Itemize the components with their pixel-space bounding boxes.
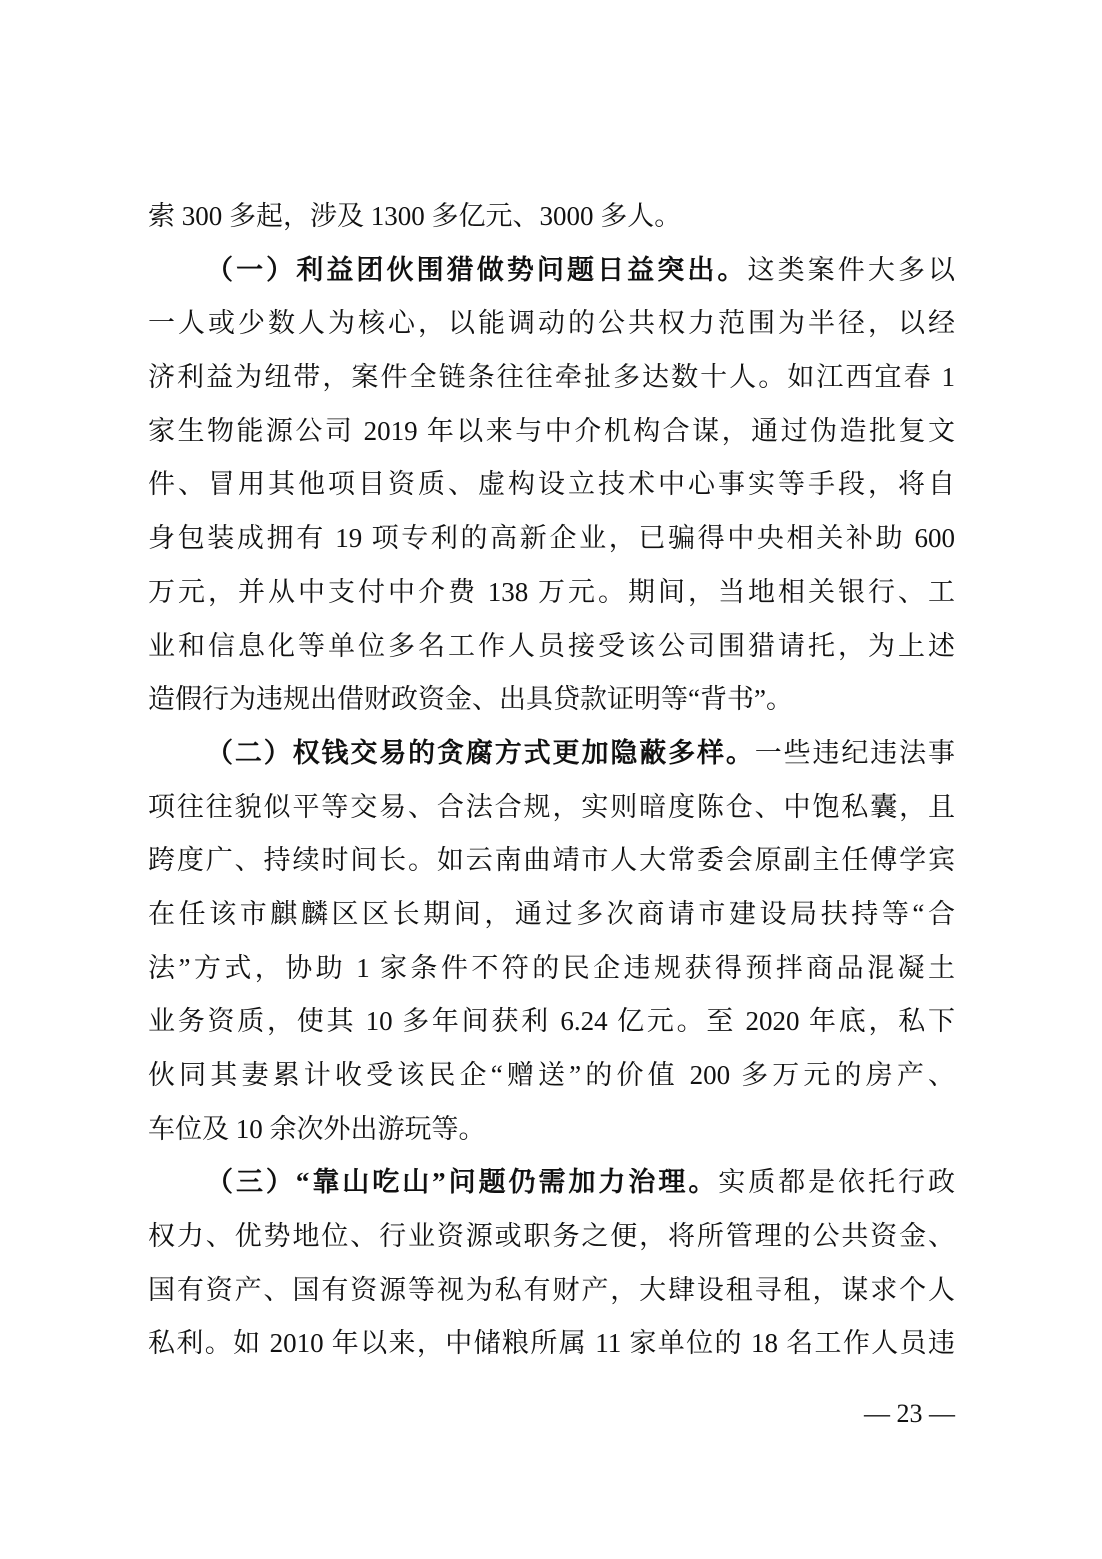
line-text: 伙同其妻累计收受该民企“赠送”的价值 200 多万元的房产、 [148, 1060, 955, 1090]
section-heading-line [148, 248, 955, 302]
line-text: 济利益为纽带，案件全链条往往牵扯多达数十人。如江西宜春 1 [148, 362, 955, 393]
section-heading: （二）权钱交易的贪腐方式更加隐蔽多样。 [206, 737, 755, 768]
line-text: 跨度广、持续时间长。如云南曲靖市人大常委会原副主任傅学宾 [148, 845, 955, 876]
line-text: 私利。如 2010 年以来，中储粮所属 11 家单位的 18 名工作人员违 [148, 1328, 955, 1359]
document-body [148, 194, 955, 1375]
paragraph-line [148, 301, 955, 355]
paragraph-line [148, 194, 955, 248]
paragraph-line [148, 462, 955, 516]
paragraph-line [148, 1107, 955, 1161]
line-text: 在任该市麒麟区区长期间，通过多次商请市建设局扶持等“合 [148, 898, 955, 929]
line-text: 这类案件大多以 [747, 254, 955, 285]
paragraph-line [148, 355, 955, 409]
line-text: 项往往貌似平等交易、合法合规，实则暗度陈仓、中饱私囊，且 [148, 791, 955, 822]
paragraph-line [148, 785, 955, 839]
line-text: 法”方式，协助 1 家条件不符的民企违规获得预拌商品混凝土 [148, 952, 955, 983]
section-heading: （三）“靠山吃山”问题仍需加力治理。 [206, 1167, 719, 1198]
paragraph-line [148, 892, 955, 946]
line-text: 索 300 多起，涉及 1300 多亿元、3000 多人。 [148, 201, 682, 231]
paragraph-line [148, 946, 955, 1000]
line-text: 车位及 10 余次外出游玩等。 [148, 1113, 486, 1144]
paragraph-line [148, 1214, 955, 1268]
line-text: 实质都是依托行政 [718, 1167, 956, 1198]
line-text: 家生物能源公司 2019 年以来与中介机构合谋，通过伪造批复文 [148, 415, 955, 446]
line-text: 业和信息化等单位多名工作人员接受该公司围猎请托，为上述 [148, 630, 955, 661]
paragraph-line [148, 1268, 955, 1322]
section-heading-line [148, 1160, 955, 1214]
paragraph-line [148, 624, 955, 678]
page-number: — 23 — [864, 1399, 955, 1428]
section-heading-line [148, 731, 955, 785]
line-text: 万元，并从中支付中介费 138 万元。期间，当地相关银行、工 [148, 576, 955, 607]
line-text: 业务资质，使其 10 多年间获利 6.24 亿元。至 2020 年底，私下 [148, 1006, 955, 1037]
section-heading: （一）利益团伙围猎做势问题日益突出。 [206, 254, 748, 285]
paragraph-line [148, 516, 955, 570]
line-text: 一人或少数人为核心，以能调动的公共权力范围为半径，以经 [148, 308, 955, 339]
line-text: 身包装成拥有 19 项专利的高新企业，已骗得中央相关补助 600 [148, 523, 955, 554]
paragraph-line [148, 999, 955, 1053]
line-text: 权力、优势地位、行业资源或职务之便，将所管理的公共资金、 [148, 1221, 955, 1252]
paragraph-line [148, 570, 955, 624]
line-text: 国有资产、国有资源等视为私有财产，大肆设租寻租，谋求个人 [148, 1274, 955, 1305]
paragraph-line [148, 409, 955, 463]
line-text: 件、冒用其他项目资质、虚构设立技术中心事实等手段，将自 [148, 469, 955, 500]
paragraph-line [148, 838, 955, 892]
line-text: 一些违纪违法事 [754, 737, 956, 768]
paragraph-line [148, 1053, 955, 1107]
paragraph-line [148, 1321, 955, 1375]
paragraph-line [148, 677, 955, 731]
line-text: 造假行为违规出借财政资金、出具贷款证明等“背书”。 [148, 684, 793, 715]
